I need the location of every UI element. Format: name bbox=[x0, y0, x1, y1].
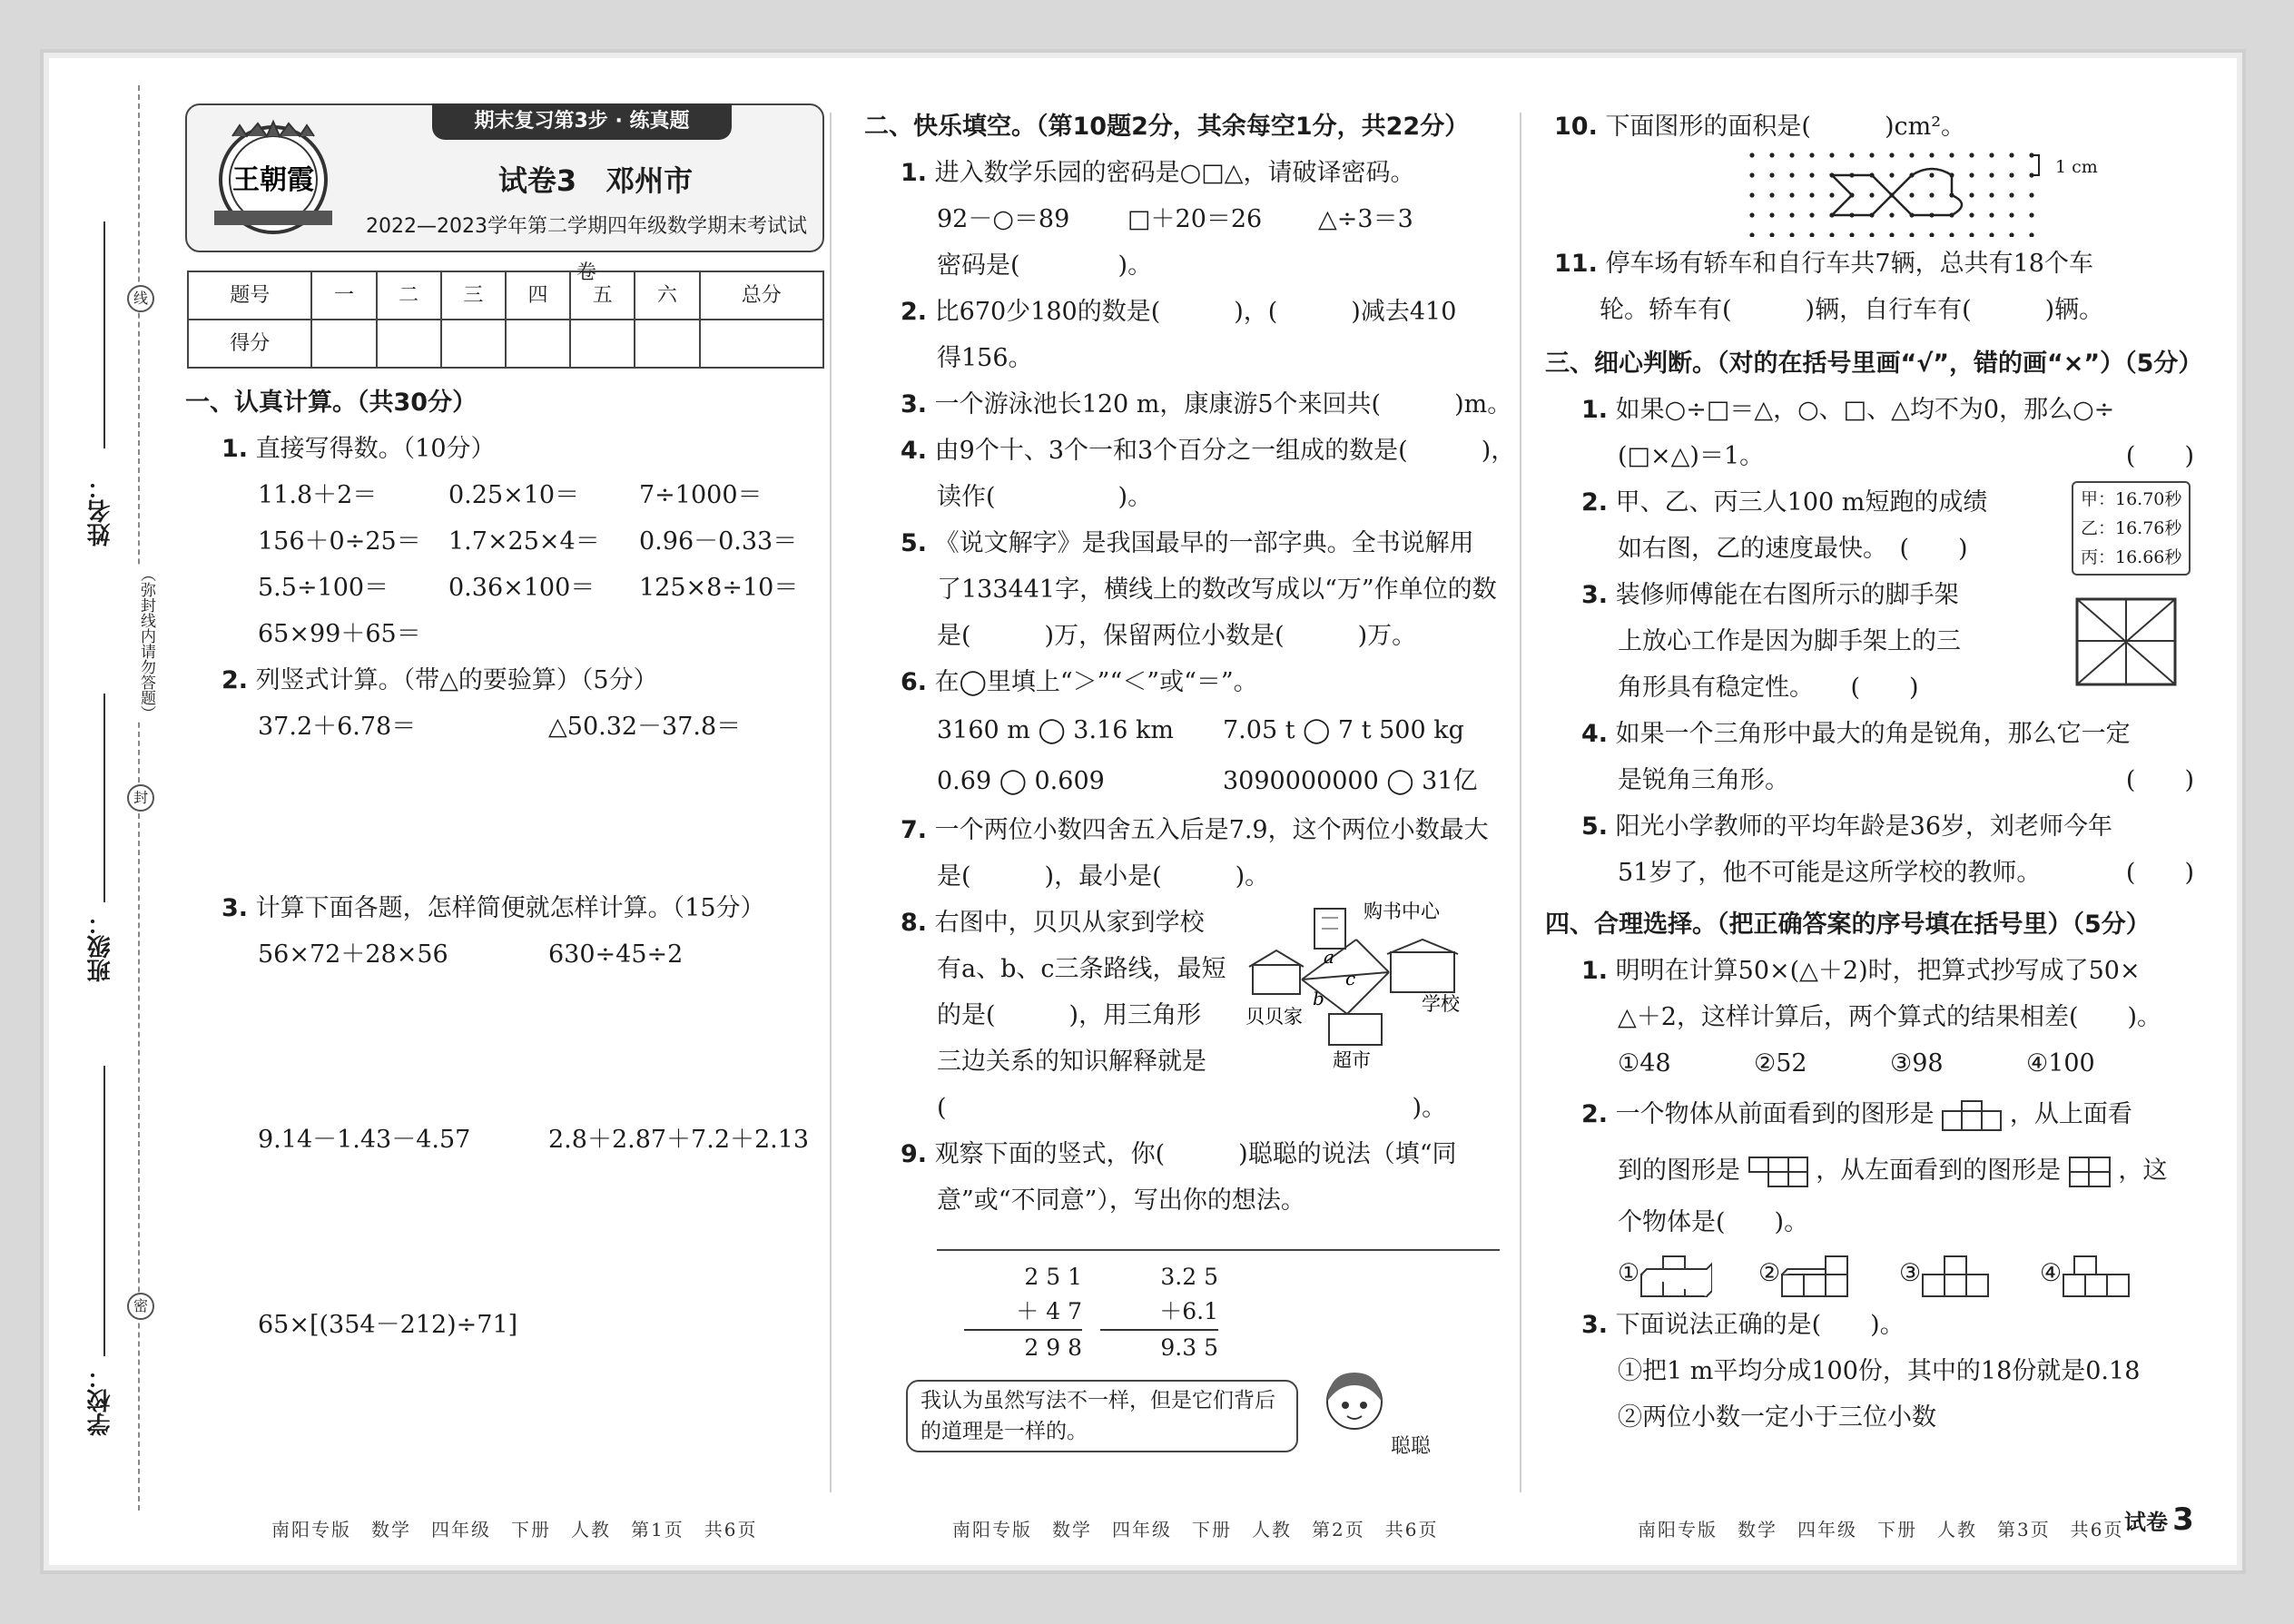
score-cell[interactable] bbox=[700, 320, 823, 368]
grid-dot bbox=[1909, 153, 1914, 157]
question-number: 4. bbox=[1581, 720, 1609, 748]
question-number: 10. bbox=[1554, 113, 1598, 141]
exam-subtitle: 2022—2023学年第二学期四年级数学期末考试试卷 bbox=[366, 215, 807, 284]
grid-dot bbox=[1749, 172, 1754, 177]
kid-name: 聪聪 bbox=[1391, 1435, 1432, 1458]
calc-line: 2 5 1 bbox=[1024, 1264, 1082, 1290]
unit-label: 1 cm bbox=[2055, 157, 2098, 177]
race-time: 丙：16.66秒 bbox=[2081, 547, 2182, 567]
bubble-text: 我认为虽然写法不一样，但是它们背后的道理是一样的。 bbox=[906, 1380, 1298, 1452]
grid-dot bbox=[2009, 172, 2013, 177]
top-view-icon bbox=[1748, 1156, 1808, 1187]
grid-dot bbox=[1989, 172, 1994, 177]
options bbox=[1618, 1040, 2221, 1087]
grid-dot bbox=[1949, 232, 1954, 237]
mi-mark: 密 bbox=[127, 1293, 154, 1320]
grid-dot bbox=[1829, 232, 1834, 237]
option[interactable]: ④100 bbox=[2026, 1049, 2095, 1078]
question-text-cont: ( )。 bbox=[937, 1094, 1447, 1122]
question-text: 明明在计算50×(△＋2)时，把算式抄写成了50× bbox=[1615, 957, 2141, 985]
grid-dot bbox=[1769, 192, 1774, 197]
question-text: 装修师傅能在右图所示的脚手架 bbox=[1615, 581, 1959, 609]
question-text: 计算下面各题，怎样简便就怎样计算。（15分） bbox=[255, 894, 765, 922]
grid-dot bbox=[1929, 192, 1934, 197]
question-number: 3. bbox=[1581, 1311, 1609, 1339]
grid-dot bbox=[1969, 232, 1974, 237]
question-text-cont: 轮。轿车有( )辆，自行车有( )辆。 bbox=[1600, 296, 2104, 324]
grid-dot bbox=[1969, 172, 1974, 177]
option[interactable] bbox=[1618, 1245, 1758, 1302]
question-text: 由9个十、3个一和3个百分之一组成的数是( )， bbox=[934, 437, 1516, 465]
question-text: 如果○÷□＝△，○、□、△均不为0，那么○÷ bbox=[1615, 396, 2115, 424]
calc-item: 5.5÷100＝ bbox=[258, 574, 389, 602]
grid-dot bbox=[2009, 192, 2013, 197]
race-time: 乙：16.76秒 bbox=[2081, 518, 2182, 538]
calc-item: 7÷1000＝ bbox=[639, 481, 763, 509]
question-text-cont: 意”或“不同意”），写出你的想法。 bbox=[937, 1186, 1305, 1215]
dot-grid-figure bbox=[1545, 150, 2221, 241]
footer-page-2: 南阳专版 数学 四年级 下册 人教 第2页 共6页 bbox=[952, 1519, 1439, 1540]
score-header: 题号 bbox=[188, 271, 311, 320]
grid-dot bbox=[1789, 232, 1794, 237]
calc-line: ＋6.1 bbox=[1100, 1294, 1218, 1331]
question-text-cont: 到的图形是 bbox=[1618, 1156, 1740, 1185]
grid-dot bbox=[1969, 153, 1974, 157]
question-number: 1. bbox=[1581, 957, 1609, 985]
question-text-cont: △＋2，这样计算后，两个算式的结果相差( )。 bbox=[1618, 1003, 2162, 1031]
grid-dot bbox=[1769, 172, 1774, 177]
grid-dot bbox=[1869, 192, 1874, 197]
question-text: 停车场有轿车和自行车共7辆，总共有18个车 bbox=[1605, 250, 2093, 278]
school-line[interactable] bbox=[103, 1066, 105, 1356]
vertical-calc-grid bbox=[258, 704, 857, 885]
grid-dot bbox=[2009, 232, 2013, 237]
grid-dot bbox=[1869, 153, 1874, 157]
grid-dot bbox=[1889, 153, 1894, 157]
grid-dot bbox=[1889, 172, 1894, 177]
calc-line: 9.3 5 bbox=[1160, 1334, 1218, 1361]
score-row-label: 得分 bbox=[188, 320, 311, 368]
question-text: 进入数学乐园的密码是○□△，请破译密码。 bbox=[934, 159, 1415, 187]
grid-dot bbox=[1749, 212, 1754, 217]
question-number: 9. bbox=[901, 1140, 928, 1168]
grid-dot bbox=[1969, 212, 1974, 217]
question-number: 6. bbox=[901, 668, 928, 696]
question-number: 2. bbox=[222, 666, 249, 694]
equation: △÷3＝3 bbox=[1318, 205, 1413, 233]
question-number: 11. bbox=[1554, 250, 1598, 278]
question-text-cont: 的是( )，用三角形 bbox=[937, 1001, 1202, 1029]
grid-dot bbox=[1809, 192, 1814, 197]
grid-dot bbox=[2029, 192, 2033, 197]
grid-dot bbox=[2009, 153, 2013, 157]
question bbox=[1581, 387, 2221, 433]
grid-dot bbox=[1749, 232, 1754, 237]
brand-logo bbox=[205, 116, 341, 240]
grid-dot bbox=[1749, 192, 1754, 197]
question-text-cont: ，这 bbox=[2118, 1156, 2168, 1185]
option-label: ③ bbox=[1899, 1259, 1922, 1287]
option[interactable] bbox=[2040, 1245, 2181, 1302]
unit-bracket bbox=[2032, 155, 2039, 175]
grid-dot bbox=[1789, 172, 1794, 177]
speech-bubble bbox=[906, 1380, 1298, 1453]
question-text: 一个物体从前面看到的图形是 bbox=[1615, 1100, 1935, 1128]
question-text-cont: 角形具有稳定性。 ( ) bbox=[1618, 674, 1919, 702]
grid-dot bbox=[1749, 153, 1754, 157]
comparison-item[interactable]: 0.69 ◯ 0.609 bbox=[937, 767, 1105, 795]
option[interactable] bbox=[1758, 1245, 1899, 1302]
grid-dot bbox=[1949, 153, 1954, 157]
question-text: 右图中，贝贝从家到学校 bbox=[934, 909, 1205, 937]
grid-dot bbox=[1809, 153, 1814, 157]
question-text: 如果一个三角形中最大的角是锐角，那么它一定 bbox=[1615, 720, 2131, 748]
cube-stack-icon bbox=[1639, 1251, 1712, 1298]
binding-margin bbox=[49, 58, 176, 1565]
question-text: 甲、乙、丙三人100 m短跑的成绩 bbox=[1615, 488, 1988, 517]
option[interactable]: ①48 bbox=[1618, 1049, 1671, 1078]
score-cell[interactable] bbox=[441, 320, 506, 368]
girl-icon bbox=[1318, 1365, 1391, 1447]
question-text: 观察下面的竖式，你( )聪聪的说法（填“同 bbox=[934, 1140, 1457, 1168]
question-text: 阳光小学教师的平均年龄是36岁，刘老师今年 bbox=[1615, 812, 2112, 841]
question-text-cont: 了133441字，横线上的数改写成以“万”作单位的数 bbox=[937, 576, 1497, 604]
answer-paren[interactable]: ( ) bbox=[2125, 859, 2194, 887]
score-cell[interactable] bbox=[377, 320, 441, 368]
question bbox=[1581, 1302, 2221, 1348]
grid-dot bbox=[1869, 232, 1874, 237]
score-cell[interactable] bbox=[635, 320, 699, 368]
question bbox=[1581, 711, 2221, 757]
column-3 bbox=[1545, 103, 2221, 1441]
grid-dot bbox=[1789, 192, 1794, 197]
grid-dot bbox=[1989, 232, 1994, 237]
exam-sheet bbox=[49, 58, 2237, 1565]
question-text-cont: 得156。 bbox=[937, 344, 1033, 372]
score-header: 六 bbox=[635, 271, 699, 320]
calc-item: 2.8＋2.87＋7.2＋2.13 bbox=[548, 1126, 810, 1154]
score-header: 二 bbox=[377, 271, 441, 320]
section-3-title: 三、细心判断。（对的在括号里画“√”，错的画“×”）（5分） bbox=[1545, 349, 2203, 378]
route-c-label: c bbox=[1345, 968, 1356, 989]
question-text-cont: 是锐角三角形。 bbox=[1618, 766, 1789, 794]
question bbox=[1554, 103, 2221, 150]
section-4-title: 四、合理选择。（把正确答案的序号填在括号里）（5分） bbox=[1545, 910, 2151, 939]
question bbox=[901, 807, 1536, 853]
grid-dot bbox=[1989, 153, 1994, 157]
question-text: 列竖式计算。（带△的要验算）（5分） bbox=[255, 666, 658, 694]
front-view-icon bbox=[1942, 1100, 2002, 1131]
grid-dot bbox=[1849, 153, 1854, 157]
footer-page-1: 南阳专版 数学 四年级 下册 人教 第1页 共6页 bbox=[271, 1519, 758, 1540]
badge-label: 试卷 bbox=[2124, 1510, 2168, 1535]
option-label: ② bbox=[1758, 1259, 1781, 1287]
option[interactable]: ②两位小数一定小于三位小数 bbox=[1618, 1403, 1936, 1432]
option-label: ④ bbox=[2040, 1259, 2063, 1287]
question-number: 1. bbox=[222, 435, 249, 463]
question-line bbox=[1618, 757, 2194, 803]
calc-item: 0.96－0.33＝ bbox=[639, 527, 798, 556]
logo-text: 王朝霞 bbox=[232, 164, 314, 196]
question-number: 4. bbox=[901, 437, 928, 465]
calc-item: 125×8÷10＝ bbox=[639, 574, 799, 602]
badge-number: 3 bbox=[2172, 1501, 2194, 1538]
question bbox=[222, 885, 857, 931]
question-line bbox=[1618, 850, 2194, 896]
question bbox=[1554, 241, 2221, 287]
comparison-grid bbox=[937, 705, 1536, 807]
question-text: 直接写得数。（10分） bbox=[255, 435, 496, 463]
cube-options bbox=[1618, 1245, 2221, 1302]
question-text-cont: 读作( )。 bbox=[937, 483, 1153, 511]
option[interactable]: ①把1 m平均分成100份，其中的18份就是0.18 bbox=[1618, 1357, 2141, 1385]
grid-dot bbox=[2009, 212, 2013, 217]
question-text: 《说文解字》是我国最早的一部字典。全书说解用 bbox=[934, 529, 1474, 557]
question-text: 在◯里填上“＞”“＜”或“＝”。 bbox=[934, 668, 1258, 696]
grid-dot bbox=[1769, 153, 1774, 157]
exam-header bbox=[185, 103, 824, 284]
grid-dot bbox=[1789, 212, 1794, 217]
answer-paren[interactable]: ( ) bbox=[2125, 766, 2194, 794]
question-text-cont: 如右图，乙的速度最快。 ( ) bbox=[1618, 535, 1968, 563]
grid-dot bbox=[1929, 153, 1934, 157]
scaffold-figure bbox=[2072, 594, 2181, 690]
question-number: 5. bbox=[1581, 812, 1609, 841]
cube-stack-icon bbox=[1780, 1251, 1853, 1298]
question-text-cont: (□×△)＝1。 bbox=[1618, 442, 1765, 470]
calc-item: 0.36×100＝ bbox=[448, 574, 596, 602]
grid-dot bbox=[1809, 172, 1814, 177]
grid-dot bbox=[1909, 232, 1914, 237]
calc-item: 1.7×25×4＝ bbox=[448, 527, 600, 556]
comparison-item[interactable]: 3090000000 ◯ 31亿 bbox=[1223, 767, 1478, 795]
comparison-item[interactable]: 7.05 t ◯ 7 t 500 kg bbox=[1223, 716, 1464, 744]
score-header: 五 bbox=[570, 271, 635, 320]
question-line bbox=[1618, 1143, 2221, 1199]
question-number: 3. bbox=[1581, 581, 1609, 609]
supermarket-label: 超市 bbox=[1333, 1049, 1371, 1071]
question-number: 7. bbox=[901, 816, 928, 844]
calc-line: ＋ 4 7 bbox=[964, 1294, 1082, 1331]
grid-dot bbox=[1809, 212, 1814, 217]
grid-dot bbox=[1989, 212, 1994, 217]
option[interactable]: ③98 bbox=[1890, 1049, 1944, 1078]
question bbox=[901, 520, 1536, 566]
score-cell[interactable] bbox=[311, 320, 376, 368]
grid-dot bbox=[1769, 212, 1774, 217]
name-line[interactable] bbox=[103, 221, 105, 448]
calc-item: △50.32－37.8＝ bbox=[548, 713, 742, 741]
question-text-cont: ，从左面看到的图形是 bbox=[1816, 1156, 2062, 1185]
grid-dot bbox=[2029, 212, 2033, 217]
cube-stack-icon bbox=[1921, 1251, 1994, 1298]
page-badge bbox=[2124, 1501, 2194, 1538]
question-8-block bbox=[864, 900, 1536, 1131]
question-number: 5. bbox=[901, 529, 928, 557]
question-text-cont: 是( )，最小是( )。 bbox=[937, 862, 1270, 891]
calc-item: 56×72＋28×56 bbox=[258, 940, 448, 969]
grid-dot bbox=[1989, 192, 1994, 197]
question-text-cont: 上放心工作是因为脚手架上的三 bbox=[1618, 627, 1961, 655]
calc-line: 2 9 8 bbox=[1024, 1334, 1082, 1361]
question bbox=[1581, 1087, 2221, 1143]
grid-dot bbox=[1929, 172, 1934, 177]
grid-dot bbox=[1789, 153, 1794, 157]
grid-dot bbox=[1969, 192, 1974, 197]
xian-mark: 线 bbox=[127, 285, 154, 312]
class-label: 班级： bbox=[87, 911, 114, 982]
dot-grid bbox=[1745, 150, 2044, 237]
answer-blank[interactable]: 密码是( )。 bbox=[937, 251, 1153, 280]
area-shape bbox=[1832, 169, 1962, 215]
calc-item: 630÷45÷2 bbox=[548, 940, 684, 969]
judgement-2-3 bbox=[1545, 479, 2221, 711]
question bbox=[901, 289, 1536, 335]
question-number: 2. bbox=[1581, 1100, 1609, 1128]
password-equations bbox=[937, 196, 1536, 242]
question bbox=[1581, 948, 2221, 994]
grid-dot bbox=[1849, 232, 1854, 237]
score-row bbox=[188, 320, 823, 368]
grid-dot bbox=[2029, 232, 2033, 237]
school-label: 学校： bbox=[87, 1365, 114, 1436]
race-times-box bbox=[2072, 481, 2191, 576]
score-header: 一 bbox=[311, 271, 376, 320]
question-number: 2. bbox=[901, 298, 928, 326]
question-text: 下面图形的面积是( )cm²。 bbox=[1605, 113, 1966, 141]
question bbox=[901, 659, 1536, 705]
question bbox=[901, 381, 1536, 428]
calc-2 bbox=[1100, 1260, 1218, 1365]
question-text-cont: 有a、b、c三条路线，最短 bbox=[937, 955, 1226, 983]
calc-item: 156＋0÷25＝ bbox=[258, 527, 421, 556]
score-header: 四 bbox=[506, 271, 570, 320]
calc-1 bbox=[964, 1260, 1082, 1365]
score-cell[interactable] bbox=[506, 320, 570, 368]
route-b-label: b bbox=[1313, 988, 1324, 1009]
school-label: 学校 bbox=[1422, 993, 1460, 1015]
question-number: 3. bbox=[901, 390, 928, 418]
option[interactable] bbox=[1899, 1245, 2040, 1302]
question-number: 8. bbox=[901, 909, 928, 937]
question-number: 1. bbox=[901, 159, 928, 187]
grid-dot bbox=[1809, 232, 1814, 237]
binding-note: （弥封线内请勿答题） bbox=[131, 566, 154, 721]
cube-stack-icon bbox=[2062, 1251, 2134, 1298]
equation: □＋20＝26 bbox=[1127, 205, 1263, 233]
route-diagram bbox=[1245, 891, 1536, 1072]
question-text-cont: ，从上面看 bbox=[2009, 1100, 2132, 1128]
grid-dot bbox=[1929, 232, 1934, 237]
footer-page-3: 南阳专版 数学 四年级 下册 人教 第3页 共6页 bbox=[1638, 1519, 2124, 1540]
bookstore-label: 购书中心 bbox=[1364, 901, 1440, 922]
grid-dot bbox=[1909, 192, 1914, 197]
calc-item: 0.25×10＝ bbox=[448, 481, 580, 509]
question bbox=[901, 1131, 1536, 1177]
question bbox=[901, 428, 1536, 474]
question-text-cont: 个物体是( )。 bbox=[1618, 1208, 1809, 1236]
class-line[interactable] bbox=[103, 694, 105, 902]
answer-paren[interactable]: ( ) bbox=[2125, 442, 2194, 470]
oral-calc-grid bbox=[258, 472, 857, 657]
route-a-label: a bbox=[1324, 946, 1334, 968]
question-text: 一个两位小数四舍五入后是7.9，这个两位小数最大 bbox=[934, 816, 1489, 844]
question-text: 一个游泳池长120 m，康康游5个来回共( )m。 bbox=[934, 390, 1512, 418]
exam-title: 试卷3 邓州市 bbox=[497, 163, 694, 198]
race-time: 甲：16.70秒 bbox=[2081, 489, 2182, 509]
calc-item: 9.14－1.43－4.57 bbox=[258, 1126, 471, 1154]
section-1-title: 一、认真计算。（共30分） bbox=[185, 389, 478, 417]
name-label: 姓名： bbox=[87, 476, 114, 546]
calc-item: 11.8＋2＝ bbox=[258, 481, 378, 509]
option[interactable]: ②52 bbox=[1754, 1049, 1807, 1078]
calc-item: 65×[(354－212)÷71] bbox=[258, 1311, 518, 1339]
column-1 bbox=[185, 103, 857, 1348]
question-text-cont: 三边关系的知识解释就是 bbox=[937, 1048, 1206, 1076]
grid-dot bbox=[1829, 192, 1834, 197]
left-view-icon bbox=[2069, 1156, 2111, 1187]
question-text-cont: 51岁了，他不可能是这所学校的教师。 bbox=[1618, 859, 2042, 887]
question bbox=[1581, 803, 2221, 850]
comparison-item[interactable]: 3160 m ◯ 3.16 km bbox=[937, 716, 1174, 744]
section-2-title: 二、快乐填空。（第10题2分，其余每空1分，共22分） bbox=[864, 113, 1470, 141]
question-text: 下面说法正确的是( )。 bbox=[1615, 1311, 1905, 1339]
column-2 bbox=[864, 103, 1536, 1469]
question-number: 1. bbox=[1581, 396, 1609, 424]
calc-line: 3.2 5 bbox=[1160, 1264, 1218, 1290]
question bbox=[222, 426, 857, 472]
score-header: 三 bbox=[441, 271, 506, 320]
question-number: 2. bbox=[1581, 488, 1609, 517]
simplify-calc-grid bbox=[258, 931, 857, 1348]
grid-dot bbox=[1769, 232, 1774, 237]
question bbox=[222, 657, 857, 704]
home-label: 贝贝家 bbox=[1245, 1006, 1303, 1028]
score-header: 总分 bbox=[700, 271, 823, 320]
question-number: 3. bbox=[222, 894, 249, 922]
question-text: 比670少180的数是( )，( )减去410 bbox=[934, 298, 1457, 326]
grid-dot bbox=[1829, 153, 1834, 157]
question-line bbox=[1618, 433, 2194, 479]
question bbox=[901, 150, 1536, 196]
banner: 期末复习第3步 · 练真题 bbox=[432, 103, 732, 140]
score-cell[interactable] bbox=[570, 320, 635, 368]
calc-item: 65×99＋65＝ bbox=[258, 620, 421, 648]
option-label: ① bbox=[1618, 1259, 1640, 1287]
question-text-cont: 是( )万，保留两位小数是( )万。 bbox=[937, 622, 1417, 650]
calc-item: 37.2＋6.78＝ bbox=[258, 713, 417, 741]
grid-dot bbox=[1889, 212, 1894, 217]
feng-mark: 封 bbox=[127, 784, 154, 812]
grid-dot bbox=[1889, 232, 1894, 237]
vertical-calc-example bbox=[864, 1251, 1536, 1469]
equation: 92－○＝89 bbox=[937, 205, 1070, 233]
